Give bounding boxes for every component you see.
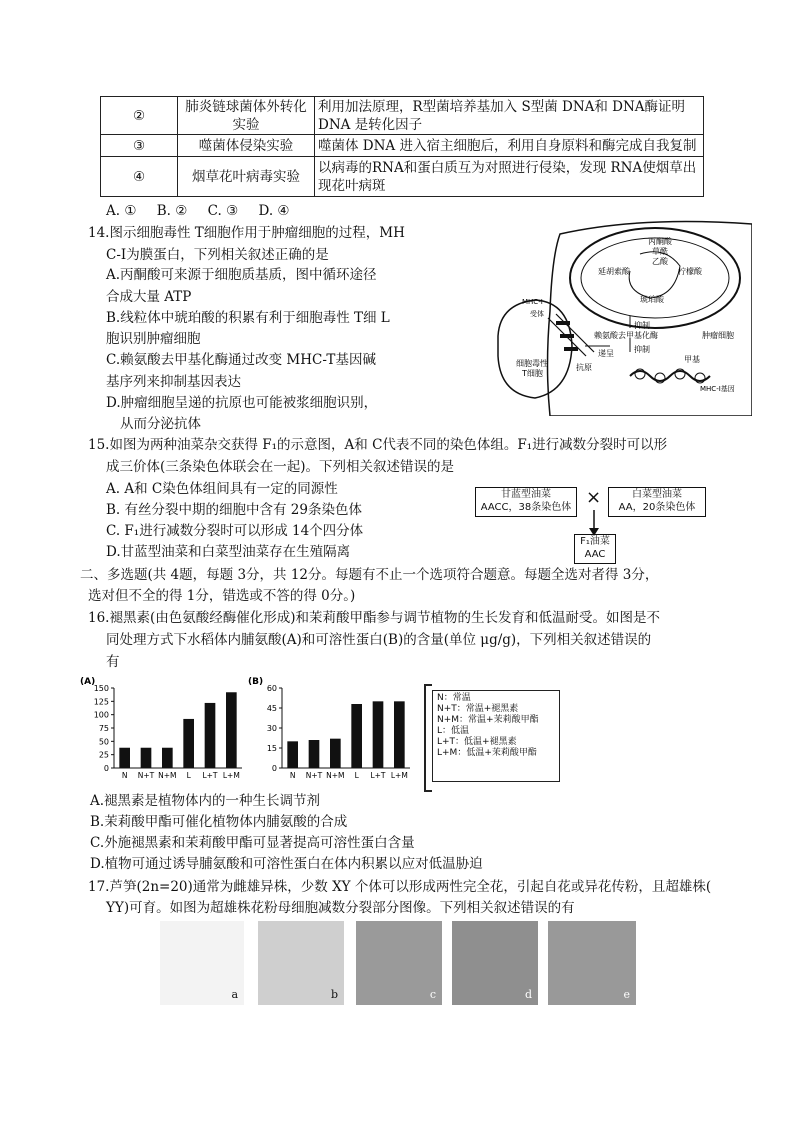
bar xyxy=(183,719,194,768)
table-cell: 以病毒的RNA和蛋白质互为对照进行侵染，发现 RNA使烟草出现花叶病斑 xyxy=(315,157,704,197)
experiment-table xyxy=(100,96,704,197)
table-cell: ③ xyxy=(101,135,178,157)
y-tick-label: 125 xyxy=(93,697,109,707)
fig-label: 细胞毒性 xyxy=(516,359,548,368)
section-heading-cont: 选对但不全的得 1分，错选或不答的得 0分。) xyxy=(88,588,356,604)
legend-bracket xyxy=(424,684,432,792)
y-tick-label: 25 xyxy=(98,750,109,760)
x-tick-label: N+M xyxy=(158,771,177,780)
legend-item: N+T：常温+褪黑素 xyxy=(437,704,519,714)
y-tick-label: 150 xyxy=(93,684,109,693)
legend-item: N+M：常温+茉莉酸甲酯 xyxy=(437,715,539,725)
q16-option-a[interactable]: A.褪黑素是植物体内的一种生长调节剂 xyxy=(90,793,321,809)
x-tick-label: L+M xyxy=(222,771,240,780)
y-tick-label: 15 xyxy=(266,744,277,753)
table-row xyxy=(101,135,704,157)
q14-option-a-cont: 合成大量 ATP xyxy=(106,289,192,305)
arrow-down-icon xyxy=(586,510,602,536)
parent-box-1 xyxy=(475,487,577,517)
box-title: F₁油菜 xyxy=(580,536,610,547)
y-tick-label: 50 xyxy=(98,737,109,747)
q14-option-c-cont: 基序列来抑制基因表达 xyxy=(106,374,241,390)
fig-label: 抑制 xyxy=(634,321,650,330)
q15-option-b[interactable]: B. 有丝分裂中期的细胞中含有 29条染色体 xyxy=(106,502,362,518)
parent-box-2 xyxy=(608,487,706,517)
fig-label: 抗原 xyxy=(576,363,592,372)
q15-stem: 成三价体(三条染色体联会在一起)。下列相关叙述错误的是 xyxy=(106,459,455,475)
q14-option-b-cont: 胞识别肿瘤细胞 xyxy=(106,331,201,347)
bar xyxy=(394,701,405,768)
bar xyxy=(119,748,130,768)
fig-label: 甲基 xyxy=(684,355,700,364)
table-cell: 噬菌体侵染实验 xyxy=(178,135,315,157)
q13-options xyxy=(106,202,306,220)
x-tick-label: L+M xyxy=(390,771,408,780)
legend-item: L+M：低温+茉莉酸甲酯 xyxy=(437,748,537,758)
legend-item: L+T：低温+褪黑素 xyxy=(437,737,517,747)
x-tick-label: N xyxy=(289,771,296,780)
table-cell: 利用加法原理，R型菌培养基加入 S型菌 DNA和 DNA酶证明 DNA 是转化因子 xyxy=(315,97,704,135)
micrograph-c xyxy=(356,921,442,1005)
q15-option-c[interactable]: C. F₁进行减数分裂时可以形成 14个四分体 xyxy=(106,523,364,539)
q16-option-d[interactable]: D.植物可通过诱导脯氨酸和可溶性蛋白在体内积累以应对低温胁迫 xyxy=(90,856,483,872)
photo-label: b xyxy=(330,988,338,1001)
option-a[interactable]: A. ① xyxy=(106,203,137,219)
fig-label: 延胡索酸 xyxy=(598,267,630,276)
q16-stem: 同处理方式下水稻体内脯氨酸(A)和可溶性蛋白(B)的含量(单位 μg/g)，下列相关叙述错误的 xyxy=(106,632,652,648)
q14-option-c[interactable]: C.赖氨酸去甲基化酶通过改变 MHC-T基因碱 xyxy=(106,352,376,368)
box-sub: AA，20条染色体 xyxy=(618,502,696,513)
bar xyxy=(330,739,341,768)
fig-label: 草酰 xyxy=(652,247,668,256)
box-sub: AAC xyxy=(584,549,606,560)
bar xyxy=(351,704,362,768)
table-row xyxy=(101,97,704,135)
q15-option-a[interactable]: A. A和 C染色体组间具有一定的同源性 xyxy=(106,481,338,497)
micrograph-a xyxy=(160,921,244,1005)
q16-option-c[interactable]: C.外施褪黑素和茉莉酸甲酯可显著提高可溶性蛋白含量 xyxy=(90,835,415,851)
fig-label: 受体 xyxy=(530,310,544,318)
fig-label: MHC-I基因 xyxy=(700,385,735,393)
table-cell: 肺炎链球菌体外转化实验 xyxy=(178,97,315,135)
fig-label: 乙酸 xyxy=(652,257,668,266)
y-tick-label: 75 xyxy=(98,724,109,733)
fig-label: 递呈 xyxy=(598,349,614,358)
x-tick-label: N xyxy=(121,771,128,780)
option-d[interactable]: D. ④ xyxy=(258,203,290,219)
box-title: 甘蓝型油菜 xyxy=(501,489,551,500)
micrograph-b xyxy=(258,921,344,1005)
bar xyxy=(141,748,152,768)
y-tick-label: 30 xyxy=(266,724,277,733)
legend-item: N：常温 xyxy=(437,693,471,703)
x-tick-label: L xyxy=(186,771,191,780)
bar xyxy=(309,740,320,768)
box-title: 白菜型油菜 xyxy=(632,489,682,500)
fig-label: T细胞 xyxy=(522,369,543,378)
fig-label: MHC-I xyxy=(522,298,543,306)
chart-b-protein xyxy=(246,674,422,786)
q16-stem: 有 xyxy=(106,654,120,670)
fig-label: 琥珀酸 xyxy=(640,295,664,304)
fig-label: 柠檬酸 xyxy=(678,267,702,276)
y-tick-label: 45 xyxy=(266,704,277,713)
y-tick-label: 100 xyxy=(93,710,109,720)
x-tick-label: N+T xyxy=(137,771,155,780)
chart-legend xyxy=(432,690,560,782)
bar xyxy=(287,741,298,768)
chart-title: (B) xyxy=(248,677,264,687)
bar xyxy=(205,703,216,768)
micrograph-e xyxy=(548,921,636,1005)
q14-option-b[interactable]: B.线粒体中琥珀酸的积累有利于细胞毒性 T细 L xyxy=(106,310,390,326)
table-cell: 烟草花叶病毒实验 xyxy=(178,157,315,197)
table-cell: ② xyxy=(101,97,178,135)
bar xyxy=(162,748,173,768)
table-cell: 噬菌体 DNA 进入宿主细胞后，利用自身原料和酶完成自我复制 xyxy=(315,135,704,157)
fig-label: 丙酮酸 xyxy=(648,237,672,246)
photo-label: c xyxy=(429,988,436,1001)
bar xyxy=(373,701,384,768)
fig-label: 赖氨酸去甲基化酶 xyxy=(594,331,658,340)
bar xyxy=(226,692,237,768)
f1-box xyxy=(574,534,616,564)
y-tick-label: 0 xyxy=(103,764,109,773)
q16-option-b[interactable]: B.茉莉酸甲酯可催化植物体内脯氨酸的合成 xyxy=(90,814,348,830)
q14-stem: 14.图示细胞毒性 T细胞作用于肿瘤细胞的过程，MH xyxy=(88,225,405,241)
option-b[interactable]: B. ② xyxy=(156,203,188,219)
fig-label: 肿瘤细胞 xyxy=(702,331,734,340)
chart-a-proline xyxy=(78,674,254,786)
y-tick-label: 0 xyxy=(271,764,277,773)
q15-option-d[interactable]: D.甘蓝型油菜和白菜型油菜存在生殖隔离 xyxy=(106,544,351,560)
legend-item: L：低温 xyxy=(437,726,470,736)
q16-stem: 16.褪黑素(由色氨酸经酶催化形成)和茉莉酸甲酯参与调节植物的生长发育和低温耐受。如图是不 xyxy=(88,610,661,626)
y-tick-label: 60 xyxy=(266,684,277,693)
photo-label: d xyxy=(524,988,532,1001)
photo-label: a xyxy=(231,988,238,1001)
q17-stem: YY)可育。如图为超雄株花粉母细胞减数分裂部分图像。下列相关叙述错误的有 xyxy=(106,900,575,916)
table-cell: ④ xyxy=(101,157,178,197)
x-tick-label: L xyxy=(354,771,359,780)
chart-title: (A) xyxy=(80,677,96,687)
box-sub: AACC，38条染色体 xyxy=(480,502,572,513)
tcell-tumor-diagram xyxy=(490,216,752,416)
x-tick-label: N+M xyxy=(326,771,345,780)
micrograph-d xyxy=(452,921,538,1005)
q14-option-d-cont: 从而分泌抗体 xyxy=(120,416,201,432)
cross-symbol: × xyxy=(586,487,602,508)
x-tick-label: L+T xyxy=(370,771,386,780)
photo-label: e xyxy=(623,988,630,1001)
q17-stem: 17.芦笋(2n=20)通常为雌雄异株，少数 XY 个体可以形成两性完全花，引起自花或异花传粉，且超雄株( xyxy=(88,879,712,895)
fig-label: 抑制 xyxy=(634,345,650,354)
x-tick-label: N+T xyxy=(305,771,323,780)
q14-option-a[interactable]: A.丙酮酸可来源于细胞质基质，图中循环途径 xyxy=(106,267,377,283)
q15-stem: 15.如图为两种油菜杂交获得 F₁的示意图，A和 C代表不同的染色体组。F₁进行减数分裂时可以形 xyxy=(88,437,668,453)
q14-option-d[interactable]: D.肿瘤细胞呈递的抗原也可能被浆细胞识别， xyxy=(106,395,378,411)
q14-stem: C-I为膜蛋白，下列相关叙述正确的是 xyxy=(106,247,329,263)
option-c[interactable]: C. ③ xyxy=(207,203,239,219)
section-heading: 二、多选题(共 4题，每题 3分，共 12分。每题有不止一个选项符合题意。每题全选对者得 3分， xyxy=(80,567,659,583)
x-tick-label: L+T xyxy=(202,771,218,780)
table-row xyxy=(101,157,704,197)
